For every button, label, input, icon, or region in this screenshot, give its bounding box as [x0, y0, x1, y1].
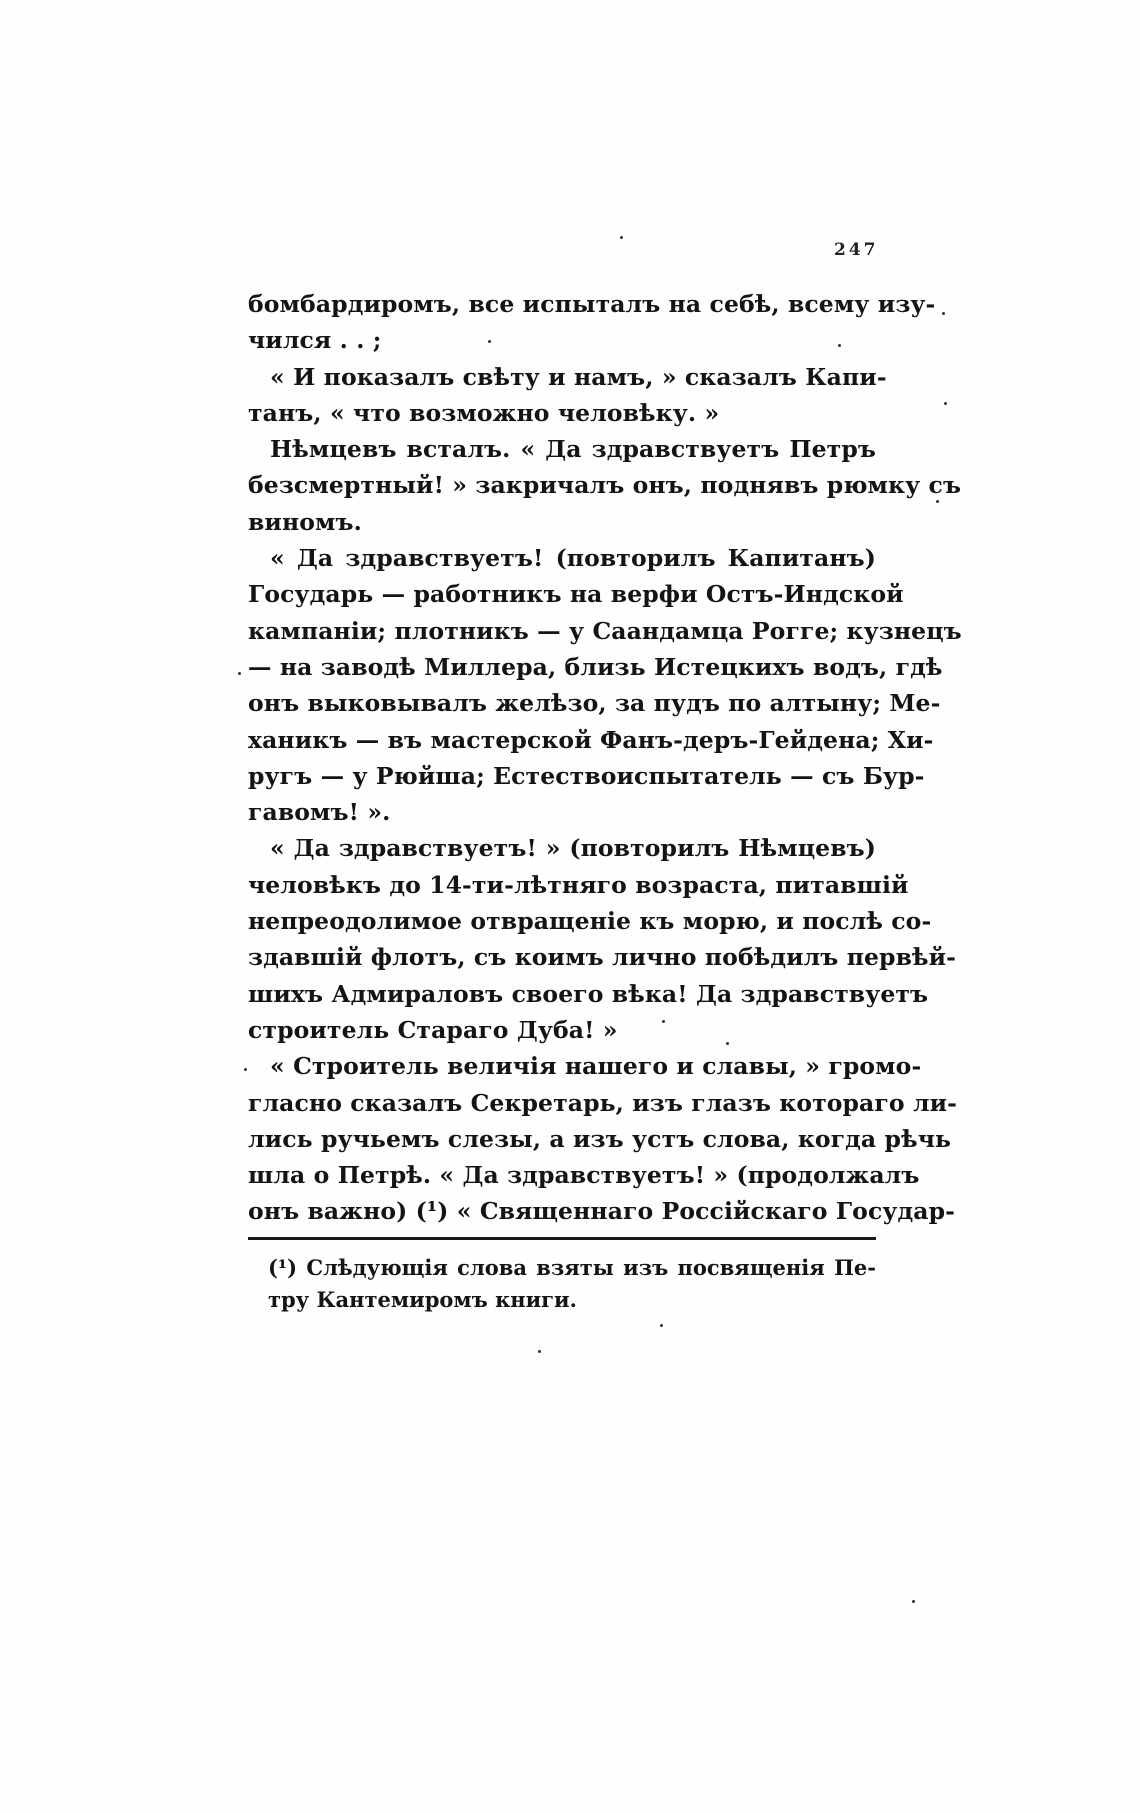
text-line-18: непреодолимое отвращеніе къ морю, и послѣ со-	[248, 907, 932, 936]
scan-speck	[660, 1324, 663, 1327]
text-line-5: Нѣмцевъ всталъ. « Да здравствуетъ Петръ	[270, 435, 876, 464]
scan-speck	[620, 236, 623, 239]
footnote	[268, 1252, 876, 1316]
text-line-9: Государь — работникъ на верфи Остъ-Индской	[248, 580, 904, 609]
text-line-25: шла о Петрѣ. « Да здравствуетъ! » (продолжалъ	[248, 1161, 920, 1190]
text-line-2: чился . . ;	[248, 326, 382, 355]
text-line-7: виномъ.	[248, 507, 362, 536]
scan-speck	[838, 344, 841, 347]
scan-speck	[944, 402, 947, 405]
text-line-21: строитель Стараго Дуба! »	[248, 1015, 618, 1044]
text-line-23: гласно сказалъ Секретарь, изъ глазъ котораго ли-	[248, 1088, 957, 1117]
scan-speck	[238, 672, 241, 675]
text-line-6: безсмертный! » закричалъ онъ, поднявъ рюмку съ	[248, 471, 962, 500]
text-line-17: человѣкъ до 14-ти-лѣтняго возраста, питавшій	[248, 870, 909, 899]
scan-speck	[538, 1350, 541, 1353]
text-line-3: « И показалъ свѣту и намъ, » сказалъ Капи-	[270, 362, 887, 391]
text-line-16: « Да здравствуетъ! » (повторилъ Нѣмцевъ)	[270, 834, 876, 863]
scan-speck	[936, 500, 939, 503]
scan-speck	[942, 312, 945, 315]
footnote-divider	[248, 1237, 876, 1240]
text-line-1: бомбардиромъ, все испыталъ на себѣ, всему изу-	[248, 290, 936, 318]
page-number: 247	[834, 240, 879, 260]
scan-speck	[488, 340, 491, 343]
text-line-12: онъ выковывалъ желѣзо, за пудъ по алтыну; Ме-	[248, 689, 941, 718]
text-line-19: здавшій флотъ, съ коимъ лично побѣдилъ первѣй-	[248, 943, 957, 972]
scan-speck	[726, 1042, 729, 1045]
footnote-line-2: тру Кантемиромъ книги.	[268, 1287, 577, 1312]
text-line-24: лись ручьемъ слезы, а изъ устъ слова, когда рѣчь	[248, 1124, 952, 1153]
text-line-20: шихъ Адмираловъ своего вѣка! Да здравствуетъ	[248, 979, 929, 1008]
text-line-10: кампаніи; плотникъ — у Саандамца Рогге; кузнецъ	[248, 616, 962, 645]
scan-speck	[244, 1068, 247, 1071]
text-line-8: « Да здравствуетъ! (повторилъ Капитанъ)	[270, 544, 876, 573]
text-line-4: танъ, « что возможно человѣку. »	[248, 398, 720, 427]
body-text	[248, 286, 962, 1230]
text-line-14: ругъ — у Рюйша; Естествоиспытатель — съ Бур-	[248, 761, 925, 790]
text-line-11: — на заводѣ Миллера, близь Истецкихъ водъ, гдѣ	[248, 652, 943, 681]
text-line-26: онъ важно) (¹) « Священнаго Россійскаго Государ-	[248, 1197, 955, 1226]
text-line-22: « Строитель величія нашего и славы, » громо-	[270, 1052, 922, 1081]
text-line-13: ханикъ — въ мастерской Фанъ-деръ-Гейдена; Хи-	[248, 725, 934, 754]
footnote-line-1: (¹) Слѣдующія слова взяты изъ посвященія Пе-	[268, 1255, 876, 1280]
text-line-15: гавомъ! ».	[248, 798, 391, 827]
scan-speck	[912, 1600, 915, 1603]
scan-speck	[662, 1020, 665, 1023]
